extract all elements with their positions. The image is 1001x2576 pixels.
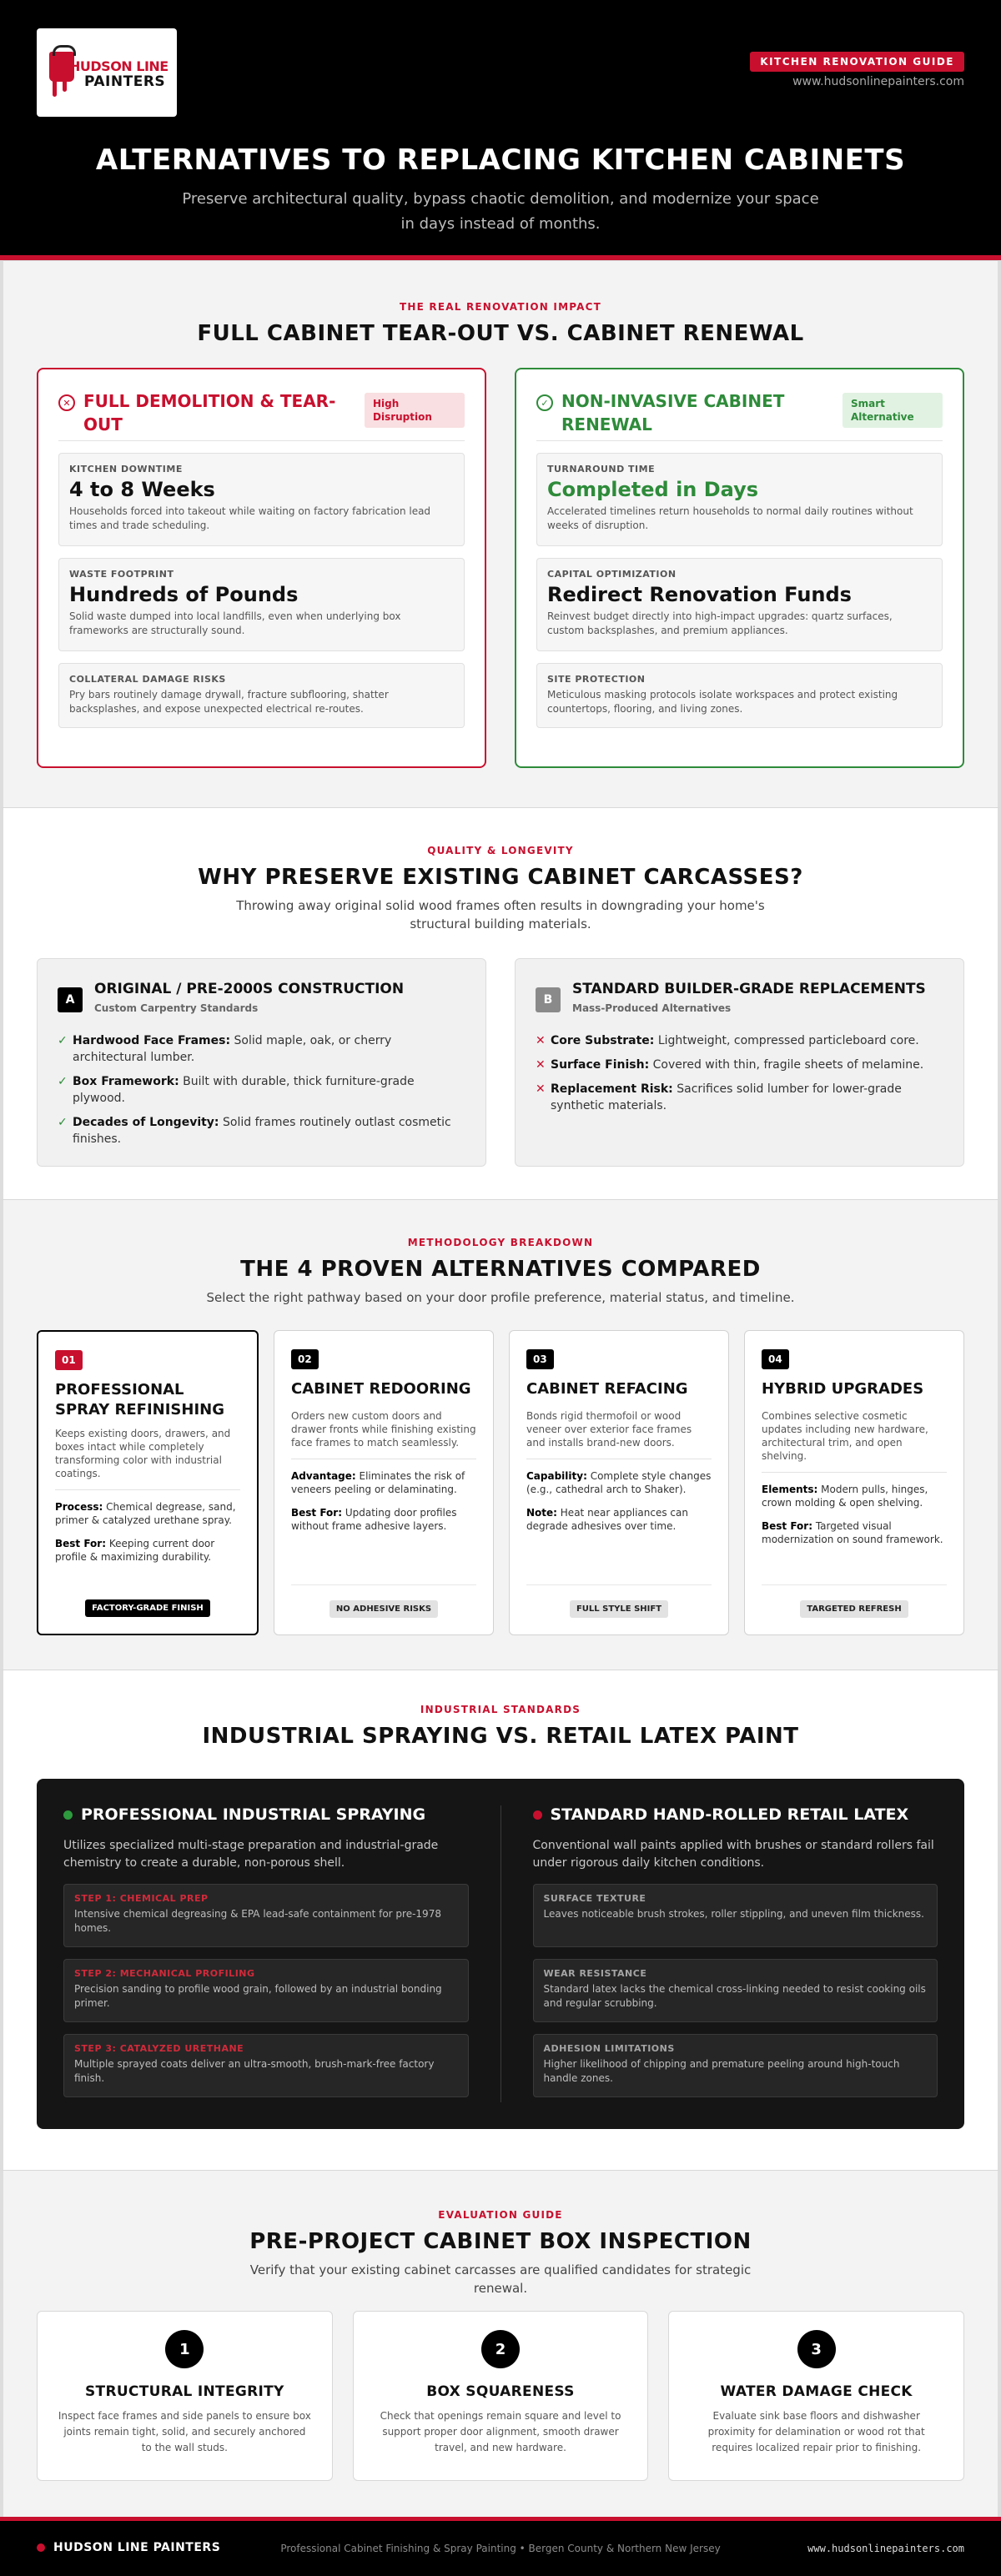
- demolition-card: [37, 368, 486, 768]
- card-detail: Best For: Keeping current door profile & maximizing durability.: [55, 1538, 215, 1563]
- retail-latex-column: [501, 1805, 938, 2102]
- issue-label: WEAR RESISTANCE: [543, 1968, 647, 1979]
- industrial-section: [0, 1670, 1001, 2170]
- alternative-card-hybrid[interactable]: [744, 1330, 964, 1635]
- card-title: STRUCTURAL INTEGRITY: [85, 2383, 284, 2400]
- alternative-tag: Smart Alternative: [843, 393, 943, 428]
- issue-label: ADHESION LIMITATIONS: [543, 2043, 675, 2054]
- card-title: STANDARD BUILDER-GRADE REPLACEMENTS: [572, 981, 926, 997]
- metric-value: Completed in Days: [547, 478, 759, 501]
- pro-spraying-column: [63, 1805, 501, 2102]
- metric-box: [536, 663, 943, 728]
- option-badge: B: [536, 987, 561, 1012]
- card-pill: FACTORY-GRADE FINISH: [85, 1599, 210, 1617]
- issue-box: [533, 2034, 938, 2097]
- alternative-card-redooring[interactable]: [274, 1330, 494, 1635]
- section-subtitle: Verify that your existing cabinet carcasses are qualified candidates for strategic renewal.: [249, 2262, 752, 2296]
- card-desc: Evaluate sink base floors and dishwasher proximity for delamination or wood rot that requires localized repair prior to finishing.: [707, 2410, 925, 2453]
- card-title: CABINET REFACING: [526, 1380, 688, 1398]
- card-desc: Keeps existing doors, drawers, and boxes intact while completely transforming color with industrial coatings.: [55, 1427, 240, 1490]
- green-dot-icon: [63, 1810, 73, 1820]
- website-link[interactable]: www.hudsonlinepainters.com: [792, 75, 964, 88]
- section-subtitle: Throwing away original solid wood frames often results in downgrading your home's structural building materials.: [236, 898, 765, 931]
- list-item: ✓ Box Framework: Built with durable, thick furniture-grade plywood.: [58, 1075, 415, 1105]
- card-desc: Combines selective cosmetic updates including new hardware, architectural trim, and open shelving.: [762, 1409, 947, 1473]
- step-box: [63, 1884, 469, 1947]
- section-title: FULL CABINET TEAR-OUT VS. CABINET RENEWAL: [197, 321, 804, 346]
- card-detail: Best For: Updating door profiles without frame adhesive layers.: [291, 1507, 457, 1532]
- logo-text-line1: HUDSON LINE: [69, 58, 169, 74]
- logo-text-line2: PAINTERS: [84, 73, 166, 90]
- inspection-card-water-damage: [668, 2311, 964, 2481]
- metric-box: [58, 663, 465, 728]
- card-pill: NO ADHESIVE RISKS: [329, 1600, 438, 1618]
- company-logo[interactable]: [37, 28, 177, 117]
- checkmark-icon: ✓: [58, 1116, 68, 1129]
- step-label: STEP 2: MECHANICAL PROFILING: [74, 1968, 255, 1979]
- metric-box: [536, 558, 943, 651]
- red-dot-icon: [533, 1810, 542, 1820]
- card-title: FULL DEMOLITION & TEAR-OUT: [83, 391, 336, 434]
- step-label: STEP 3: CATALYZED URETHANE: [74, 2043, 244, 2054]
- section-title: THE 4 PROVEN ALTERNATIVES COMPARED: [240, 1257, 761, 1282]
- section-subtitle: Select the right pathway based on your door profile preference, material status, and timeline.: [206, 1290, 795, 1305]
- comparison-panel: [37, 1779, 964, 2129]
- inspection-section: [0, 2170, 1001, 2517]
- column-title: STANDARD HAND-ROLLED RETAIL LATEX: [533, 1805, 938, 1824]
- card-desc: Bonds rigid thermofoil or wood veneer over exterior face frames and installs brand-new doors.: [526, 1409, 712, 1459]
- card-subtitle: Custom Carpentry Standards: [94, 1002, 259, 1014]
- metric-desc: Households forced into takeout while waiting on factory fabrication lead times and trade scheduling.: [69, 505, 431, 531]
- list-item: ✓ Decades of Longevity: Solid frames routinely outlast cosmetic finishes.: [58, 1116, 451, 1146]
- list-item: ✓ Hardwood Face Frames: Solid maple, oak, or cherry architectural lumber.: [58, 1034, 392, 1064]
- section-kicker: THE REAL RENOVATION IMPACT: [400, 301, 601, 313]
- disruption-tag: High Disruption: [365, 393, 465, 428]
- card-detail: Elements: Modern pulls, hinges, crown molding & open shelving.: [762, 1484, 928, 1509]
- metric-label: COLLATERAL DAMAGE RISKS: [69, 674, 226, 685]
- cross-icon: ✕: [536, 1058, 546, 1072]
- metric-box: [58, 453, 465, 546]
- card-desc: Check that openings remain square and level to support proper door alignment, smooth drawer travel, and new hardware.: [380, 2410, 621, 2453]
- card-desc: Orders new custom doors and drawer fronts while finishing existing face frames to match seamlessly.: [291, 1409, 476, 1459]
- card-number: 02: [291, 1349, 319, 1369]
- card-title: NON-INVASIVE CABINET RENEWAL: [561, 391, 785, 434]
- cross-icon: ✕: [536, 1034, 546, 1047]
- card-title: WATER DAMAGE CHECK: [720, 2383, 913, 2400]
- card-number: 01: [55, 1350, 83, 1370]
- original-construction-card: [37, 958, 486, 1167]
- card-detail: Best For: Targeted visual modernization on sound framework.: [762, 1520, 943, 1545]
- card-title: BOX SQUARENESS: [426, 2383, 575, 2400]
- renewal-card: [515, 368, 964, 768]
- option-badge: A: [58, 987, 83, 1012]
- list-item: ✕ Replacement Risk: Sacrifices solid lumber for lower-grade synthetic materials.: [536, 1082, 902, 1112]
- metric-value: Redirect Renovation Funds: [547, 583, 852, 606]
- builder-grade-card: [515, 958, 964, 1167]
- metric-desc: Solid waste dumped into local landfills, even when underlying box frameworks are structurally sound.: [69, 610, 401, 636]
- checkmark-icon: ✓: [58, 1034, 68, 1047]
- step-number: 3: [797, 2330, 836, 2368]
- section-title: PRE-PROJECT CABINET BOX INSPECTION: [249, 2229, 752, 2254]
- card-pill: FULL STYLE SHIFT: [570, 1600, 668, 1618]
- card-title: PROFESSIONAL SPRAY REFINISHING: [55, 1381, 225, 1419]
- check-circle-icon: ✓: [536, 394, 553, 411]
- column-intro: Conventional wall paints applied with brushes or standard rollers fail under rigorous daily kitchen conditions.: [532, 1839, 934, 1870]
- section-title: INDUSTRIAL SPRAYING VS. RETAIL LATEX PAINT: [202, 1724, 799, 1749]
- card-number: 03: [526, 1349, 554, 1369]
- page-footer: [0, 2517, 1001, 2576]
- metric-box: [58, 558, 465, 651]
- checkmark-icon: ✓: [58, 1075, 68, 1088]
- alternative-card-refacing[interactable]: [509, 1330, 729, 1635]
- section-kicker: METHODOLOGY BREAKDOWN: [407, 1237, 594, 1248]
- card-title: HYBRID UPGRADES: [762, 1380, 924, 1398]
- issue-box: [533, 1884, 938, 1947]
- metric-desc: Pry bars routinely damage drywall, fracture subflooring, shatter backsplashes, and expose unexpected electrical re-routes.: [69, 689, 389, 715]
- metric-box: [536, 453, 943, 546]
- list-item: ✕ Surface Finish: Covered with thin, fragile sheets of melamine.: [536, 1058, 924, 1072]
- step-label: STEP 1: CHEMICAL PREP: [74, 1893, 209, 1904]
- guide-badge: KITCHEN RENOVATION GUIDE: [750, 52, 964, 72]
- issue-text: Higher likelihood of chipping and premature peeling around high-touch handle zones.: [543, 2058, 900, 2084]
- step-box: [63, 2034, 469, 2097]
- section-kicker: QUALITY & LONGEVITY: [427, 845, 574, 856]
- issue-text: Leaves noticeable brush strokes, roller stippling, and uneven film thickness.: [543, 1908, 924, 1920]
- metric-label: TURNAROUND TIME: [547, 464, 656, 475]
- logo-mark: [44, 43, 169, 102]
- card-subtitle: Mass-Produced Alternatives: [572, 1002, 732, 1014]
- metric-label: CAPITAL OPTIMIZATION: [547, 569, 677, 580]
- metric-value: Hundreds of Pounds: [69, 583, 299, 606]
- metric-value: 4 to 8 Weeks: [69, 478, 215, 501]
- section-kicker: INDUSTRIAL STANDARDS: [420, 1704, 581, 1715]
- issue-box: [533, 1959, 938, 2022]
- metric-desc: Meticulous masking protocols isolate workspaces and protect existing countertops, flooring, and living zones.: [547, 689, 898, 715]
- metric-desc: Accelerated timelines return households to normal daily routines without weeks of disruption.: [547, 505, 913, 531]
- step-number: 1: [165, 2330, 204, 2368]
- section-title: WHY PRESERVE EXISTING CABINET CARCASSES?: [198, 865, 803, 890]
- card-detail: Note: Heat near appliances can degrade adhesives over time.: [526, 1507, 688, 1532]
- footer-website-link[interactable]: www.hudsonlinepainters.com: [807, 2543, 964, 2554]
- section-kicker: EVALUATION GUIDE: [438, 2209, 563, 2221]
- step-box: [63, 1959, 469, 2022]
- alternatives-section: [0, 1199, 1001, 1670]
- column-intro: Utilizes specialized multi-stage preparation and industrial-grade chemistry to create a durable, non-porous shell.: [63, 1839, 439, 1870]
- page-subtitle: Preserve architectural quality, bypass chaotic demolition, and modernize your space in days instead of months.: [182, 190, 819, 233]
- list-item: ✕ Core Substrate: Lightweight, compressed particleboard core.: [536, 1034, 919, 1047]
- card-title: ORIGINAL / PRE-2000S CONSTRUCTION: [94, 981, 405, 997]
- alternative-card-spray-refinishing[interactable]: [37, 1330, 259, 1635]
- page-title: ALTERNATIVES TO REPLACING KITCHEN CABINETS: [95, 143, 906, 177]
- metric-label: SITE PROTECTION: [547, 674, 646, 685]
- card-detail: Advantage: Eliminates the risk of veneers peeling or delaminating.: [291, 1470, 465, 1495]
- card-detail: Process: Chemical degrease, sand, primer & catalyzed urethane spray.: [55, 1501, 236, 1526]
- impact-section: [0, 260, 1001, 807]
- card-desc: Inspect face frames and side panels to ensure box joints remain tight, solid, and securely anchored to the wall studs.: [58, 2410, 311, 2453]
- step-text: Precision sanding to profile wood grain, followed by an industrial bonding primer.: [74, 1983, 442, 2009]
- metric-label: KITCHEN DOWNTIME: [69, 464, 183, 475]
- step-number: 2: [481, 2330, 520, 2368]
- paint-drip-icon: [53, 80, 57, 97]
- step-text: Intensive chemical degreasing & EPA lead-safe containment for pre-1978 homes.: [74, 1908, 441, 1934]
- x-circle-icon: ✕: [58, 394, 75, 411]
- footer-brand: HUDSON LINE PAINTERS: [37, 2541, 220, 2554]
- column-title: PROFESSIONAL INDUSTRIAL SPRAYING: [63, 1805, 469, 1824]
- inspection-card-structural: [37, 2311, 333, 2481]
- card-number: 04: [762, 1349, 789, 1369]
- inspection-card-squareness: [353, 2311, 649, 2481]
- cross-icon: ✕: [536, 1082, 546, 1096]
- carcass-section: [0, 807, 1001, 1199]
- paint-drip-icon: [63, 80, 67, 92]
- issue-text: Standard latex lacks the chemical cross-linking needed to resist cooking oils and regular scrubbing.: [543, 1983, 926, 2009]
- step-text: Multiple sprayed coats deliver an ultra-smooth, brush-mark-free factory finish.: [74, 2058, 435, 2084]
- metric-desc: Reinvest budget directly into high-impact upgrades: quartz surfaces, custom backsplashes, and premium appliances.: [547, 610, 893, 636]
- card-pill: TARGETED REFRESH: [800, 1600, 908, 1618]
- card-title: CABINET REDOORING: [291, 1380, 471, 1398]
- card-detail: Capability: Complete style changes (e.g., cathedral arch to Shaker).: [526, 1470, 712, 1495]
- page-header: [0, 0, 1001, 260]
- footer-tagline: Professional Cabinet Finishing & Spray Painting • Bergen County & Northern New Jersey: [280, 2543, 721, 2554]
- metric-label: WASTE FOOTPRINT: [69, 569, 174, 580]
- issue-label: SURFACE TEXTURE: [543, 1893, 646, 1904]
